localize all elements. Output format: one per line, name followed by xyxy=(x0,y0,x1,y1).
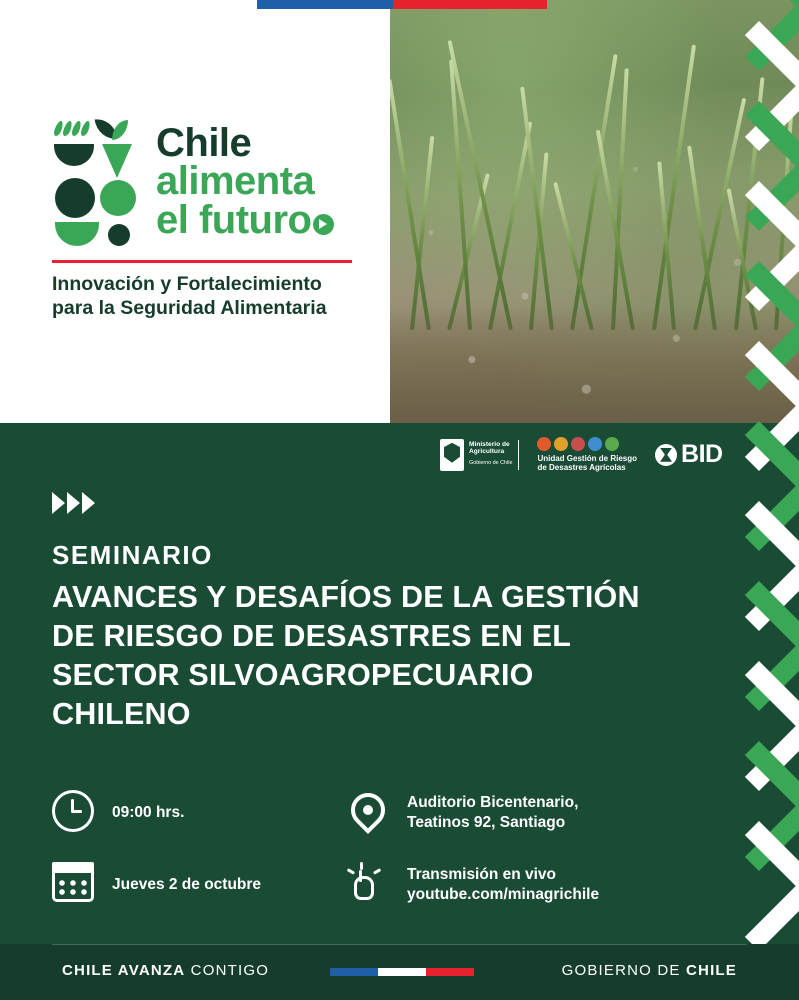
poster-footer xyxy=(0,944,799,1000)
footer-slogan-strong: CHILE AVANZA xyxy=(62,962,186,979)
tagline-line-1: Innovación y Fortalecimiento xyxy=(52,273,322,295)
event-title-line-2: DE RIESGO DE DESASTRES EN EL xyxy=(52,619,572,654)
logo-line-3: el futuro xyxy=(156,198,312,243)
footer-slogan-normal: CONTIGO xyxy=(185,962,270,979)
logo-mark-icon xyxy=(52,118,148,250)
flood-icon xyxy=(588,437,602,451)
chile-alimenta-el-futuro-logo xyxy=(52,118,372,321)
ministry-area: Agricultura xyxy=(469,448,505,456)
venue-line-2: Teatinos 92, Santiago xyxy=(407,814,566,831)
event-title xyxy=(52,578,712,734)
event-kicker: SEMINARIO xyxy=(52,540,213,570)
risk-icons xyxy=(537,437,637,451)
event-details xyxy=(52,790,732,934)
coat-of-arms-icon xyxy=(440,439,464,471)
event-time-text: 09:00 hrs. xyxy=(112,804,185,822)
arrow-dot-icon xyxy=(313,214,334,235)
bid-logo xyxy=(655,440,723,469)
footer-slogan xyxy=(62,962,269,979)
footer-divider xyxy=(52,944,747,945)
event-date-text: Jueves 2 de octubre xyxy=(112,876,262,894)
institution-logos xyxy=(440,437,723,472)
tagline-line-2: para la Seguridad Alimentaria xyxy=(52,297,327,320)
stream-line-1: Transmisión en vivo xyxy=(407,866,557,884)
ministry-gov: Gobierno de Chile xyxy=(469,460,513,467)
location-pin-icon xyxy=(347,790,393,836)
clock-icon xyxy=(52,790,98,836)
frost-icon xyxy=(571,437,585,451)
ministry-name: Ministerio de xyxy=(469,441,510,449)
unit-line-1: Unidad Gestión de Riesgo xyxy=(537,454,638,463)
event-time xyxy=(52,790,347,836)
top-flag-strip xyxy=(257,0,547,9)
event-title-line-3: SECTOR SILVOAGROPECUARIO xyxy=(52,658,534,693)
bid-mark-icon xyxy=(655,444,677,466)
chevron-accent-icon xyxy=(52,492,95,514)
footer-gov-normal: GOBIERNO DE xyxy=(561,962,686,979)
event-venue xyxy=(347,790,578,836)
calendar-icon xyxy=(52,862,98,908)
event-stream[interactable] xyxy=(347,862,599,908)
ugr-logo xyxy=(537,437,637,472)
event-title-line-1: AVANCES Y DESAFÍOS DE LA GESTIÓN xyxy=(52,580,640,614)
minagri-logo xyxy=(440,439,519,471)
unit-line-2: de Desastres Agrícolas xyxy=(537,463,626,473)
plague-icon xyxy=(605,437,619,451)
drought-icon xyxy=(554,437,568,451)
logo-line-2: alimenta xyxy=(156,159,315,203)
logo-rule-divider xyxy=(52,260,352,263)
fire-icon xyxy=(537,437,551,451)
footer-government xyxy=(562,962,737,979)
venue-line-1: Auditorio Bicentenario, xyxy=(407,794,579,812)
bid-label: BID xyxy=(681,440,723,469)
event-title-line-4: CHILENO xyxy=(52,697,191,732)
logo-line-1: Chile xyxy=(156,121,252,165)
event-date xyxy=(52,862,347,908)
stream-link[interactable]: youtube.com/minagrichile xyxy=(407,886,600,903)
footer-flag xyxy=(330,968,474,976)
footer-gov-strong: CHILE xyxy=(686,962,737,979)
click-hand-icon xyxy=(347,862,393,908)
